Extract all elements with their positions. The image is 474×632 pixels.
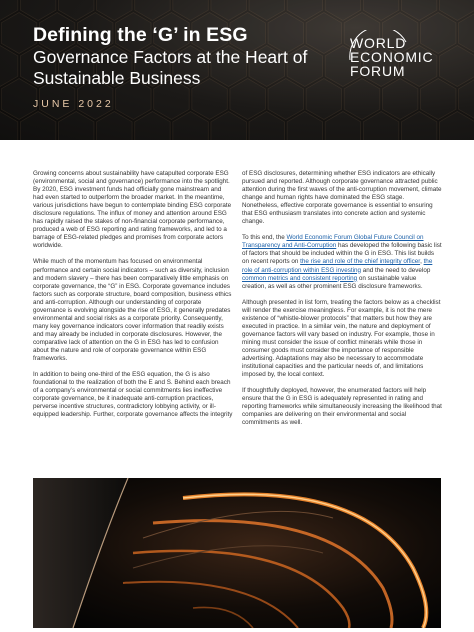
link-common-metrics[interactable]: common metrics and consistent reporting — [242, 274, 358, 282]
logo-line-2: ECONOMIC — [350, 49, 434, 65]
text-run: and the need to develop — [361, 266, 431, 274]
page-title: Defining the ‘G’ in ESG — [33, 24, 248, 46]
hexagon-tile — [421, 79, 457, 120]
left-column — [33, 170, 233, 427]
paragraph: If thoughtfully deployed, however, the enumerated factors will help ensure that the G in ESG is adequately represented in rating and reporting frameworks while simultaneously increasing the likelihood that companies are delivering on their environmental and social commitments as well. — [242, 387, 442, 427]
paragraph: While much of the momentum has focused on environmental performance and certain social indicators – such as diversity, inclusion and modern slavery – there has been comparatively little emphasis on corporate governance, the “G” in ESG. Corporate governance includes factors such as corporate structure, board composition, business ethics and anti-corruption. Although our understanding of corporate governance is evolving alongside the rise of ESG, it generally predates environmental and social risks as a corporate priority. Consequently, many key governance indicators cover information that readily exists and may already be included in corporate disclosures. However, the comparative lack of attention on the G in ESG has led to confusion about the nature and role of corporate governance within ESG frameworks. — [33, 258, 232, 363]
paragraph: of ESG disclosures, determining whether ESG indicators are ethically pursued and reported. Although corporate governance attracted public attention during the first waves of the anti-corruption movement, climate change and human rights have dominated the ESG stage. Nonetheless, effective corporate governance is essential to ensuring that ESG enthusiasm translates into concrete action and systemic change. — [242, 170, 442, 226]
logo-arc-icon — [346, 30, 410, 72]
paragraph: In addition to being one-third of the ESG equation, the G is also foundational to the realization of both the E and S. Behind each breach of a company’s environmental or social commitments lies ineffective corporate governance, be it inadequate anti-corruption practices, perverse incentive structures, contradictory lobbying activity, or ill-equipped leadership. Further, corporate governance affects the integrity — [33, 371, 233, 419]
hexagon-tile — [440, 46, 474, 87]
hexagon-tile — [1, 13, 37, 54]
right-column — [242, 170, 442, 435]
header-banner — [0, 0, 474, 140]
link-anti-corruption-esg[interactable]: the role of anti-corruption within ESG investing — [242, 258, 433, 274]
page-subtitle: Governance Factors at the Heart of Sustainable Business — [33, 47, 308, 88]
hexagon-tile — [1, 79, 37, 120]
text-run: has developed the following basic list of factors that should be included within the G in ESG. This list builds on recent reports on — [242, 242, 442, 266]
text-run: To this end, the — [242, 234, 287, 242]
link-chief-integrity-officer[interactable]: the rise and role of the chief integrity officer — [300, 258, 421, 266]
hexagon-tile — [382, 79, 418, 120]
logo-line-3: FORUM — [350, 63, 406, 79]
publication-date: JUNE 2022 — [33, 98, 114, 110]
paragraph-with-links — [242, 234, 442, 290]
staircase-illustration — [33, 478, 441, 628]
logo-line-1: WORLD — [350, 35, 407, 51]
staircase-photo — [33, 478, 441, 628]
paragraph: Although presented in list form, treating the factors below as a checklist will render the exercise meaningless. For example, it is not the mere existence of “whistle-blower protocols” that matters but how they are executed in practice. In a similar vein, the nature and deployment of governance factors will vary based on industry. For example, those in mining must consider the issue of conflict minerals while those in consumer goods must consider the importance of responsible advertising. Adaptations may also be necessary to accommodate institutional capacities and the particular needs of, and limitations imposed by, the local context. — [242, 298, 441, 379]
text-run: , — [420, 258, 424, 266]
wef-logo — [350, 36, 433, 78]
paragraph: Growing concerns about sustainability have catapulted corporate ESG (environmental, social and governance) performance into the spotlight. By 2020, ESG investment funds had officially gone mainstream and had even started to outperform the broader market. In the meantime, various jurisdictions have begun to contemplate binding ESG corporate disclosure regulations. The influx of money and attention around ESG has rapidly raised the stakes of non-financial corporate performance, produced a web of ESG reporting and rating frameworks, and led to a barrage of ESG-related pledges and promises from corporate actors worldwide. — [33, 170, 232, 250]
link-gfc-transparency[interactable]: World Economic Forum Global Future Council on Transparency and Anti-Corruption — [242, 234, 424, 250]
text-run: on sustainable value creation, as well as other prominent ESG disclosure frameworks. — [242, 274, 423, 290]
